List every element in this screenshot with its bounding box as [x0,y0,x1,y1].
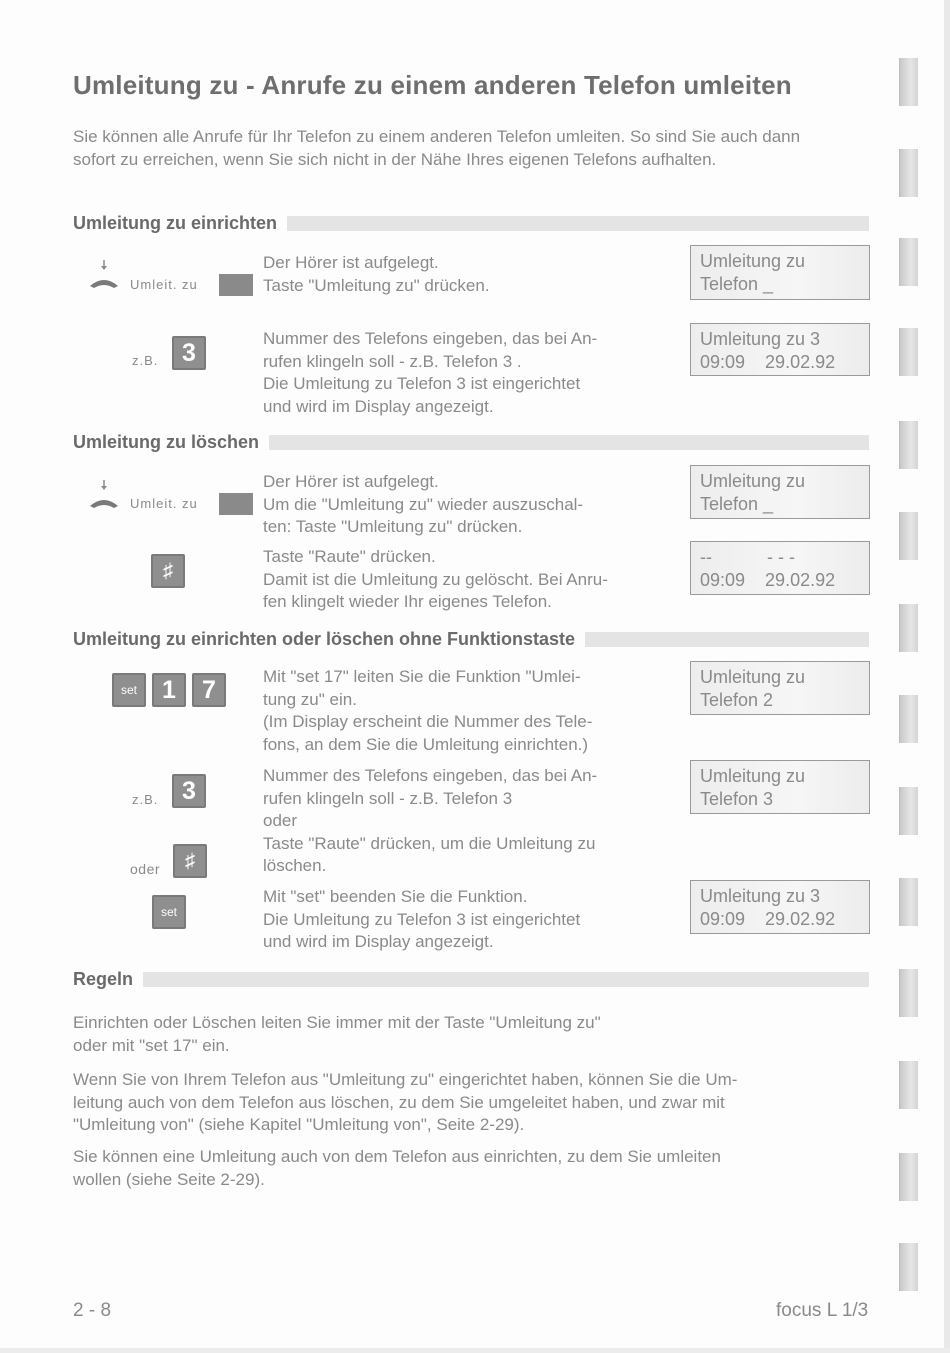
step-text: Mit "set" beenden Sie die Funktion. Die Umleitung zu Telefon 3 ist eingerichtet und wird im Display angezeigt. [263,887,581,951]
set-key[interactable]: set [112,673,146,707]
step-text: Der Hörer ist aufgelegt. Taste "Umleitung zu" drücken. [263,253,490,295]
section-heading-ohne-taste [73,628,869,650]
umleit-zu-label: Umleit. zu [130,496,198,511]
oder-label: oder [130,861,161,877]
rule-text: Sie können eine Umleitung auch von dem Telefon aus einrichten, zu dem Sie umleiten wollen (siehe Seite 2-29). [73,1147,721,1189]
thumb-tab [899,512,918,560]
page-edge [944,0,950,1353]
key-3[interactable]: 3 [172,774,206,808]
phone-display: Umleitung zu 3 09:09 29.02.92 [690,880,870,934]
step-text: Der Hörer ist aufgelegt. Um die "Umleitung zu" wieder auszuschal- ten: Taste "Umleitung zu" drücken. [263,472,584,536]
hash-key[interactable]: ♯ [151,554,185,588]
rule-text: Einrichten oder Löschen leiten Sie immer mit der Taste "Umleitung zu" oder mit "set 17" ein. [73,1013,601,1055]
section-heading-einrichten [73,212,869,234]
phone-display: Umleitung zu Telefon 3 [690,760,870,814]
set-key[interactable]: set [152,895,186,929]
thumb-tab [899,878,918,926]
thumb-tab [899,604,918,652]
thumb-tab [899,787,918,835]
section-heading-regeln [73,968,869,990]
key-1[interactable]: 1 [152,673,186,707]
section-title: Umleitung zu einrichten [73,212,287,234]
thumb-tab [899,149,918,197]
step-text: Mit "set 17" leiten Sie die Funktion "Umlei- tung zu" ein. (Im Display erscheint die Nummer des Tele- fons, an dem Sie die Umleitung einrichten.) [263,667,593,754]
key-7[interactable]: 7 [192,673,226,707]
thumb-tab [899,1061,918,1109]
thumb-tab [899,695,918,743]
phone-display: Umleitung zu 3 09:09 29.02.92 [690,323,870,376]
thumb-tab [899,58,918,106]
hash-key[interactable]: ♯ [173,844,207,878]
phone-display: Umleitung zu Telefon _ [690,465,870,519]
step-text: Taste "Raute" drücken. Damit ist die Umleitung zu gelöscht. Bei Anru- fen klingelt wieder Ihr eigenes Telefon. [263,547,608,611]
key-3[interactable]: 3 [172,336,206,370]
thumb-tab [899,328,918,376]
page-edge-bottom [0,1348,950,1353]
step-text: Nummer des Telefons eingeben, das bei An- rufen klingeln soll - z.B. Telefon 3 . Die Umleitung zu Telefon 3 ist eingerichtet und wird im Display angezeigt. [263,329,598,416]
zb-label: z.B. [132,792,159,807]
phone-display: -- - - - 09:09 29.02.92 [690,541,870,595]
page-number: 2 - 8 [73,1300,112,1321]
intro-text: Sie können alle Anrufe für Ihr Telefon zu einem anderen Telefon umleiten. So sind Sie auch dann sofort zu erreichen, wenn Sie sich nicht in der Nähe Ihres eigenen Telefons aufhalten. [73,127,801,169]
product-name: focus L 1/3 [776,1300,869,1321]
thumb-tab [899,1153,918,1201]
zb-label: z.B. [132,353,159,368]
thumb-tab [899,421,918,469]
thumb-tab [899,1243,918,1291]
section-title: Umleitung zu löschen [73,431,269,453]
thumb-tab [899,238,918,286]
section-title: Regeln [73,968,143,990]
function-key[interactable] [219,274,253,296]
function-key[interactable] [219,493,253,515]
phone-display: Umleitung zu Telefon _ [690,245,870,300]
handset-icon [88,478,128,510]
step-text: Nummer des Telefons eingeben, das bei An- rufen klingeln soll - z.B. Telefon 3 oder Taste "Raute" drücken, um die Umleitung zu löschen. [263,766,598,875]
section-title: Umleitung zu einrichten oder löschen ohne Funktionstaste [73,628,585,650]
phone-display: Umleitung zu Telefon 2 [690,661,870,715]
thumb-tab [899,969,918,1017]
handset-icon [88,258,128,290]
rule-text: Wenn Sie von Ihrem Telefon aus "Umleitung zu" eingerichtet haben, können Sie die Um- leitung auch von dem Telefon aus löschen, zu dem Sie umgeleitet haben, und zwar mit "Umleitung von" (siehe Kapitel "Umleitung von", Seite 2-29). [73,1070,738,1134]
umleit-zu-label: Umleit. zu [130,277,198,292]
page-title: Umleitung zu - Anrufe zu einem anderen Telefon umleiten [73,70,792,100]
section-heading-loeschen [73,431,869,453]
